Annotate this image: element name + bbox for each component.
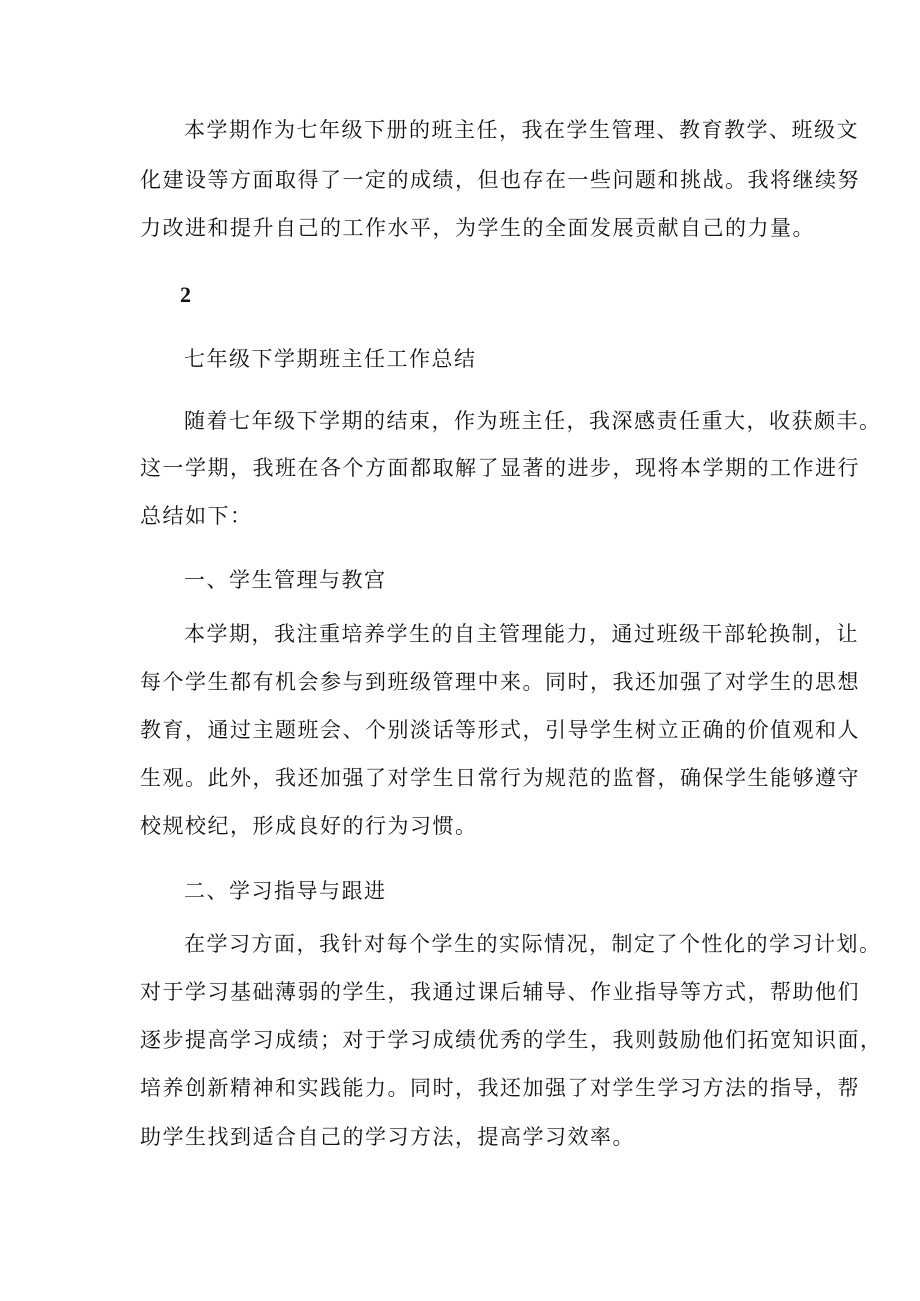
section2-heading: 二、学习指导与跟进 (184, 879, 387, 903)
section1-line-3: 教育，通过主题班会、个别淡话等形式，引导学生树立正确的价值观和人 (140, 718, 860, 742)
section1-line-4: 生观。此外，我还加强了对学生日常行为规范的监督，确保学生能够遵守 (140, 766, 860, 790)
opening-line-2: 这一学期，我班在各个方面都取解了显著的进步，现将本学期的工作进行 (140, 456, 860, 480)
section1-line-5: 校规校纪，形成良好的行为习惯。 (140, 814, 478, 838)
section1-heading: 一、学生管理与教宫 (184, 568, 387, 592)
opening-line-1: 随着七年级下学期的结束，作为班主任，我深感责任重大，收获颇丰。 (184, 409, 882, 433)
section2-line-1: 在学习方面，我针对每个学生的实际情况，制定了个性化的学习计划。 (184, 932, 882, 956)
section2-line-5: 助学生找到适合自己的学习方法，提高学习效率。 (140, 1125, 635, 1149)
opening-line-3: 总结如下： (140, 504, 253, 528)
section1-line-1: 本学期，我注重培养学生的自主管理能力，通过班级干部轮换制，让 (184, 622, 859, 646)
section2-line-3: 逐步提高学习成绩；对于学习成绩优秀的学生，我则鼓励他们拓宽知识面， (140, 1028, 883, 1052)
doc-title: 七年级下学期班主任工作总结 (184, 347, 477, 371)
section1-line-2: 每个学生都有机会参与到班级管理中来。同时，我还加强了对学生的思想 (140, 670, 860, 694)
intro-line-2: 化建设等方面取得了一定的成绩，但也存在一些问题和挑战。我将继续努 (140, 168, 860, 192)
section2-line-2: 对于学习基础薄弱的学生，我通过课后辅导、作业指导等方式，帮助他们 (140, 980, 860, 1004)
intro-line-1: 本学期作为七年级下册的班主任，我在学生管理、教育教学、班级文 (184, 118, 859, 142)
section-number: 2 (180, 282, 191, 307)
section2-line-4: 培养创新精神和实践能力。同时，我还加强了对学生学习方法的指导，帮 (140, 1076, 860, 1100)
intro-line-3: 力改进和提升自己的工作水平，为学生的全面发展贡献自己的力量。 (140, 216, 815, 240)
